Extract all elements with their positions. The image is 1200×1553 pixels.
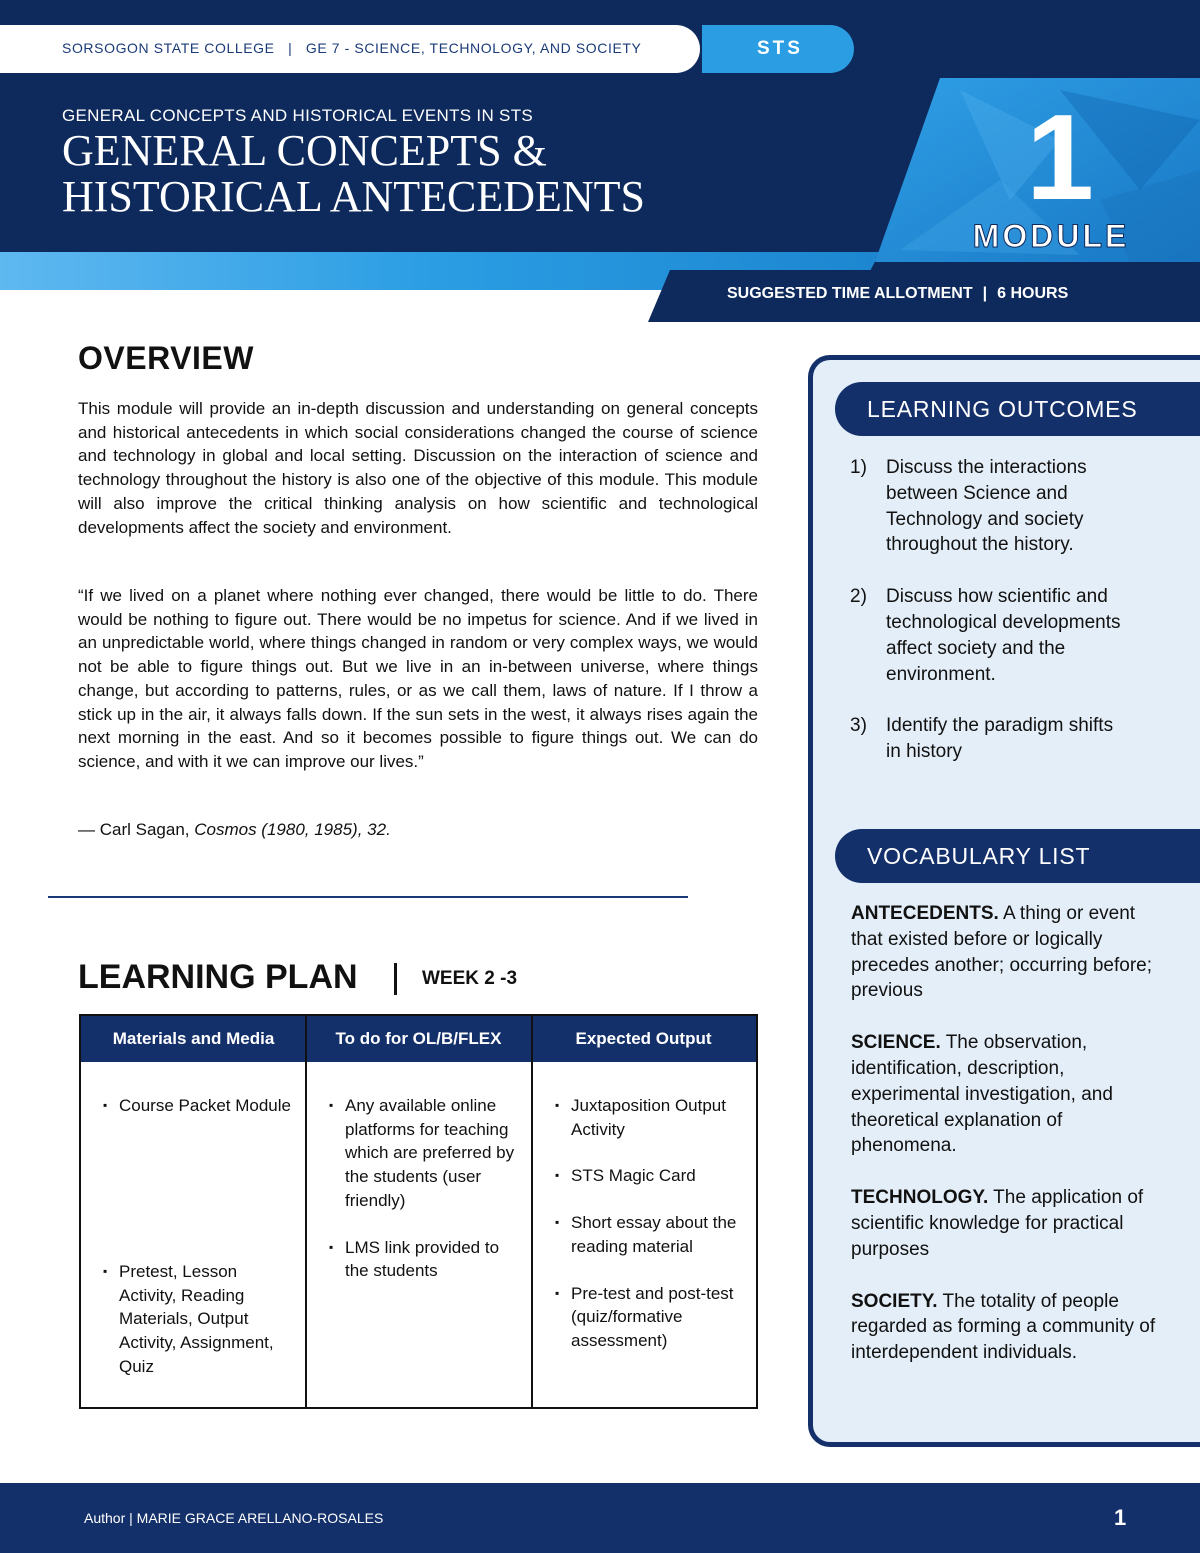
module-number: 1 [1026, 89, 1094, 225]
page-number: 1 [1114, 1505, 1127, 1530]
time-allotment [727, 285, 1068, 303]
column-divider [531, 1016, 533, 1407]
vocab-definition: The observation, identification, description, experimental investigation, and theoretical explanation of phenomena. [851, 1032, 1113, 1157]
vocabulary-heading: VOCABULARY LIST [835, 829, 1200, 883]
list-item: ▪ Pretest, Lesson Activity, Reading Materials, Output Activity, Assignment, Quiz [103, 1260, 293, 1379]
table-header-row [81, 1016, 756, 1062]
list-item: ▪ Any available online platforms for teaching which are preferred by the students (user friendly) [329, 1094, 525, 1213]
list-item [851, 901, 1171, 1004]
author-label: Author [84, 1510, 126, 1526]
list-item: ▪ STS Magic Card [555, 1164, 751, 1188]
vocabulary-list [851, 901, 1171, 1392]
section-divider [48, 896, 688, 898]
outcome-number: 3) [850, 715, 867, 737]
list-item: ▪ Short essay about the reading material [555, 1211, 751, 1258]
vocab-definition: The application of scientific knowledge for practical purposes [851, 1187, 1144, 1260]
course-name: GE 7 - SCIENCE, TECHNOLOGY, AND SOCIETY [305, 40, 642, 56]
list-item [850, 455, 1130, 558]
institution-name: SORSOGON STATE COLLEGE [62, 40, 275, 56]
time-label: SUGGESTED TIME ALLOTMENT [727, 285, 973, 302]
vocab-term: TECHNOLOGY. [851, 1187, 989, 1209]
todo-cell [329, 1094, 525, 1283]
learning-plan-table [79, 1014, 758, 1409]
time-separator: | [982, 285, 988, 302]
time-value: 6 HOURS [997, 285, 1069, 302]
citation-author: ― Carl Sagan, [78, 820, 190, 839]
list-item: ▪ Course Packet Module [103, 1094, 293, 1118]
quote-citation [78, 820, 391, 840]
learning-outcomes-heading: LEARNING OUTCOMES [835, 382, 1200, 436]
outcome-number: 2) [850, 586, 867, 608]
footer-author [84, 1510, 383, 1526]
list-item: ▪ Pre-test and post-test (quiz/formative assessment) [555, 1282, 751, 1353]
course-line [62, 40, 641, 56]
author-name: MARIE GRACE ARELLANO-ROSALES [136, 1510, 384, 1526]
overview-heading: OVERVIEW [78, 340, 254, 376]
footer-separator: | [129, 1510, 133, 1526]
list-item [850, 584, 1130, 687]
learning-outcomes-list [850, 455, 1130, 791]
vocab-term: SCIENCE. [851, 1032, 941, 1054]
module-label: MODULE [972, 218, 1130, 254]
learning-plan-week: WEEK 2 -3 [422, 968, 518, 989]
materials-cell-top [103, 1094, 293, 1118]
materials-cell-bottom [103, 1260, 293, 1379]
vocab-definition: A thing or event that existed before or logically precedes another; occurring before; previous [851, 903, 1153, 1002]
vocab-definition: The totality of people regarded as forming a community of interdependent individuals. [851, 1290, 1156, 1364]
column-header: To do for OL/B/FLEX [335, 1029, 502, 1048]
overview-quote: “If we lived on a planet where nothing ever changed, there would be little to do. There would be nothing to figure out. There would be no impetus for science. And if we lived in an unpredictable world, where things changed in random or very complex ways, we would not be able to figure things out. But we live in an in-between universe, where things change, but according to patterns, rules, or as we call them, laws of nature. If I throw a stick up in the air, it always falls down. If the sun sets in the west, it always rises again the next morning in the east. And so it becomes possible to figure things out. We can do science, and with it we can improve our lives.” [78, 586, 758, 771]
output-cell [555, 1094, 751, 1353]
column-divider [305, 1016, 307, 1407]
outcome-text: Identify the paradigm shifts in history [886, 715, 1114, 763]
column-header: Materials and Media [112, 1029, 275, 1048]
list-item: ▪ Juxtaposition Output Activity [555, 1094, 751, 1141]
topbar-separator: | [288, 40, 293, 56]
outcome-text: Discuss the interactions between Science and Technology and society throughout the history. [886, 457, 1087, 556]
learning-plan-heading: LEARNING PLAN [78, 958, 358, 996]
learning-plan-separator [394, 963, 397, 995]
outcome-number: 1) [850, 457, 867, 478]
column-header: Expected Output [575, 1029, 712, 1048]
vocab-term: ANTECEDENTS. [851, 903, 999, 924]
list-item: ▪ LMS link provided to the students [329, 1236, 525, 1283]
citation-source: Cosmos (1980, 1985), 32. [194, 820, 391, 839]
outcome-text: Discuss how scientific and technological developments affect society and the environment. [886, 586, 1121, 685]
list-item [851, 1289, 1171, 1366]
list-item [851, 1185, 1171, 1262]
module-title: GENERAL CONCEPTS & HISTORICAL ANTECEDENTS [62, 126, 645, 221]
list-item [850, 713, 1130, 765]
module-kicker: GENERAL CONCEPTS AND HISTORICAL EVENTS IN STS [62, 106, 534, 125]
list-item [851, 1030, 1171, 1159]
sts-badge: STS [702, 25, 854, 73]
overview-paragraph: This module will provide an in-depth discussion and understanding on general concepts and historical antecedents in which social considerations changed the course of science and technology in global and local setting. Discussion on the interaction of science and technology throughout the history is also one of the objective of this module. This module will also improve the critical thinking analysis on how scientific and technological developments affect the society and environment. [78, 399, 758, 537]
vocab-term: SOCIETY. [851, 1290, 938, 1312]
